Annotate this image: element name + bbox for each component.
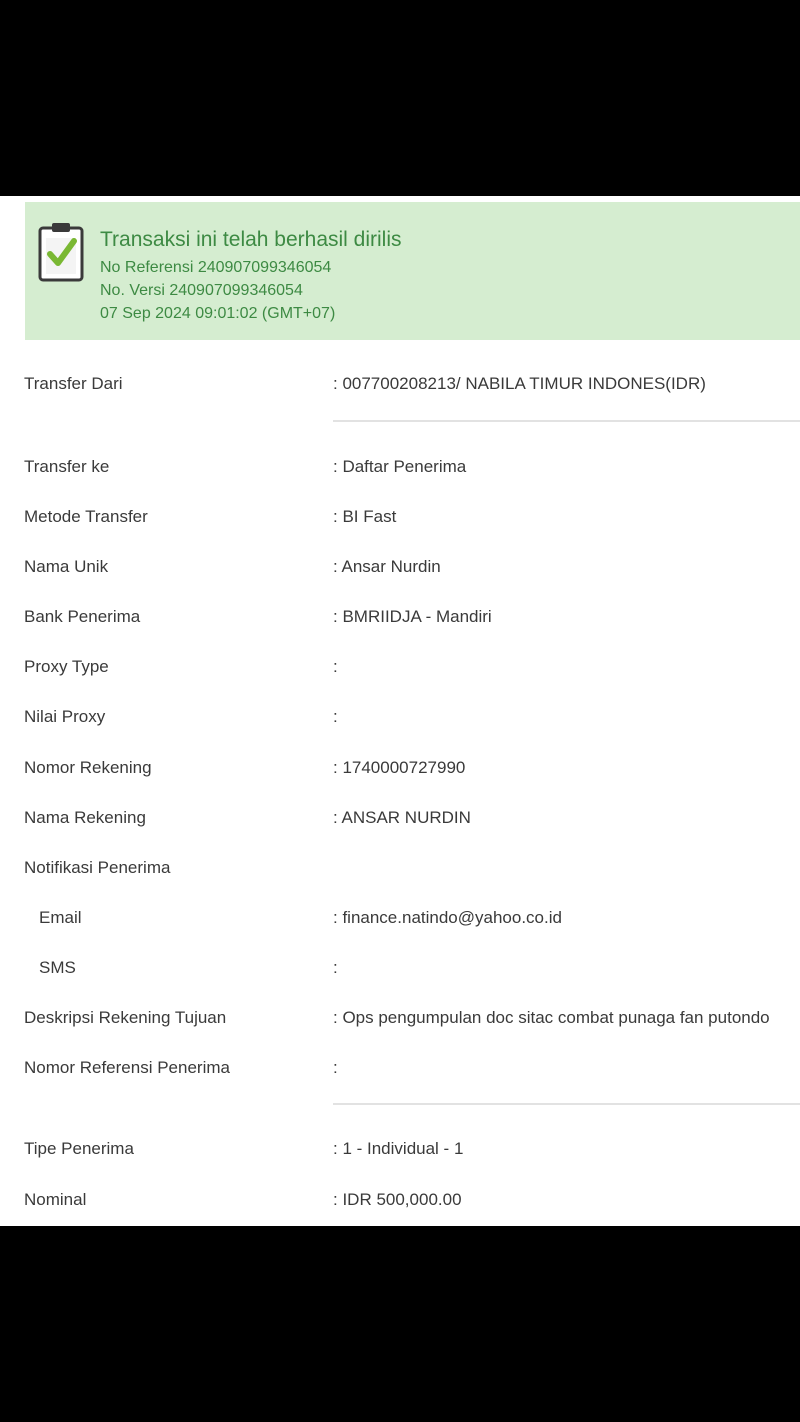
row-value: : finance.natindo@yahoo.co.id: [333, 908, 562, 927]
transaction-timestamp: 07 Sep 2024 09:01:02 (GMT+07): [100, 305, 336, 322]
row-label: Nama Rekening: [24, 808, 146, 827]
row-value: :: [333, 707, 338, 726]
row-transfer-ke: [0, 452, 800, 482]
row-label: Metode Transfer: [24, 507, 148, 526]
row-value: : 007700208213/ NABILA TIMUR INDONES(IDR): [333, 374, 706, 393]
row-value: : BMRIIDJA - Mandiri: [333, 607, 492, 626]
row-label: Transfer Dari: [24, 374, 123, 393]
row-value: : Ops pengumpulan doc sitac combat punaga fan putondo: [333, 1008, 770, 1027]
row-label: Nomor Rekening: [24, 758, 152, 777]
section-divider: [333, 1103, 800, 1105]
row-label: Bank Penerima: [24, 607, 141, 626]
version-number: No. Versi 240907099346054: [100, 282, 303, 299]
row-sms: [0, 953, 800, 983]
row-value: : IDR 500,000.00: [333, 1190, 462, 1209]
row-deskripsi-rekening-tujuan: [0, 1003, 800, 1033]
row-tipe-penerima: [0, 1134, 800, 1164]
row-value: : Daftar Penerima: [333, 457, 467, 476]
clipboard-check-icon: [37, 220, 85, 282]
row-value: : Ansar Nurdin: [333, 557, 441, 576]
status-title: Transaksi ini telah berhasil dirilis: [100, 228, 402, 251]
transaction-detail-screen: [0, 196, 800, 1226]
row-nominal: [0, 1185, 800, 1215]
row-nomor-referensi-penerima: [0, 1053, 800, 1083]
row-proxy-type: [0, 652, 800, 682]
row-label: Nomor Referensi Penerima: [24, 1058, 230, 1077]
row-value: :: [333, 958, 338, 977]
row-value: :: [333, 1058, 338, 1077]
row-notifikasi-penerima: [0, 853, 800, 883]
row-bank-penerima: [0, 602, 800, 632]
row-metode-transfer: [0, 502, 800, 532]
row-nomor-rekening: [0, 753, 800, 783]
row-label: Deskripsi Rekening Tujuan: [24, 1008, 227, 1027]
row-value: : 1 - Individual - 1: [333, 1139, 464, 1158]
row-nilai-proxy: [0, 702, 800, 732]
row-nama-rekening: [0, 803, 800, 833]
row-label: SMS: [39, 958, 76, 977]
row-value: : ANSAR NURDIN: [333, 808, 471, 827]
row-value: : 1740000727990: [333, 758, 466, 777]
row-label: Tipe Penerima: [24, 1139, 134, 1158]
row-value: :: [333, 657, 338, 676]
row-email: [0, 903, 800, 933]
success-banner: [25, 202, 800, 340]
row-label: Nominal: [24, 1190, 87, 1209]
row-transfer-dari: [0, 369, 800, 399]
reference-number: No Referensi 240907099346054: [100, 259, 332, 276]
row-label: Proxy Type: [24, 657, 109, 676]
row-label: Email: [39, 908, 82, 927]
row-nama-unik: [0, 552, 800, 582]
row-label: Nilai Proxy: [24, 707, 106, 726]
row-label: Nama Unik: [24, 557, 109, 576]
row-label: Transfer ke: [24, 457, 110, 476]
row-label: Notifikasi Penerima: [24, 858, 171, 877]
section-divider: [333, 420, 800, 422]
row-value: : BI Fast: [333, 507, 397, 526]
